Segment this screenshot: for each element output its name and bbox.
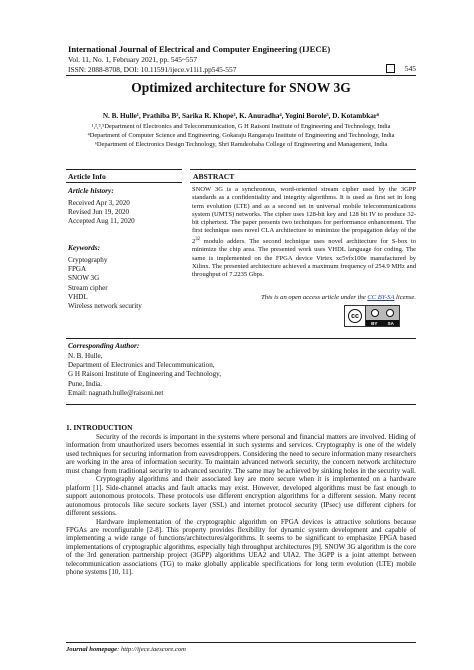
header-rule: [66, 75, 416, 76]
received-date: Received Apr 3, 2020: [68, 199, 130, 207]
box-icon: [386, 64, 395, 73]
license-notice: This is an open access article under the CC BY-SA license.: [261, 294, 416, 301]
page-number-block: [386, 64, 416, 73]
paragraph: Security of the records is important in the systems where personal and financial matters are involved. Hiding of information from unauthorized users becomes essential in such systems and services. Cryptography is one of the widely used techniques for securing information from eavesdroppers. Considering the need to secure information many researchers are working in the area of information security. To maintain advanced network security, the concern network architecture must change from traditional security to advanced security. The same may be achieved by sinking holes in the security wall.: [66, 433, 416, 475]
corresponding-top-rule: [66, 338, 416, 339]
keyword-item: Wireless network security: [68, 302, 142, 311]
keyword-item: Cryptography: [68, 256, 108, 264]
keywords-heading: Keywords:: [68, 243, 101, 252]
share-alike-icon: [386, 309, 394, 317]
author-email[interactable]: Email: nagnath.hulle@raisoni.net: [68, 388, 164, 397]
paper-title: Optimized architecture for SNOW 3G: [131, 80, 351, 95]
revised-date: Revised Jun 19, 2020: [68, 208, 130, 217]
paragraph: Cryptography algorithms and their associated key are more secure when it is implemented on a hardware platform [1]. Side-channel attacks and fault attacks may exist. However, developed algorithms must be fast enough to support autonomous protocols. These protocols use different encryption algorithms for a different session. Many recent autonomous protocols like secure sockets layer (SSL) and internet protocol security (IPsec) use different ciphers for different sessions.: [66, 475, 416, 518]
attribution-icon: [371, 309, 379, 317]
page-number: 545: [404, 64, 416, 73]
abstract-rule: [190, 182, 416, 183]
author-institute: G H Raisoni Institute of Engineering and Technology,: [68, 370, 221, 379]
cc-license-badge[interactable]: [344, 305, 400, 327]
keyword-item: FPGA: [68, 265, 87, 274]
cc-term-labels: BY SA: [366, 320, 399, 326]
accepted-date: Accepted Aug 11, 2020: [68, 217, 135, 226]
homepage-link[interactable]: http://ijece.iaescore.com: [120, 646, 186, 653]
section-heading: 1. INTRODUCTION: [66, 423, 133, 432]
corresponding-heading: Corresponding Author:: [68, 341, 140, 350]
keyword-item: SNOW 3G: [68, 274, 100, 283]
introduction-body: [66, 433, 416, 577]
author-name: N. B. Hulle,: [68, 352, 103, 360]
keyword-item: VHDL: [68, 292, 88, 301]
cc-terms: [366, 306, 399, 326]
article-info-top-rule: [66, 169, 182, 170]
journal-name: International Journal of Electrical and Computer Engineering (IJECE): [68, 44, 331, 54]
journal-homepage: Journal homepage: http://ijece.iaescore.com: [66, 646, 186, 653]
cc-logo-icon: cc: [345, 306, 366, 326]
corresponding-details: [68, 352, 221, 398]
corresponding-bottom-rule: [66, 404, 416, 405]
history-heading: Article history:: [68, 186, 114, 195]
cc-term-icons: [366, 306, 399, 320]
issn-line: ISSN: 2088-8708, DOI: 10.11591/ijece.v11i1.pp545-557: [68, 65, 237, 74]
volume-line: Vol. 11, No. 1, February 2021, pp. 545~557: [68, 55, 198, 64]
affiliation-3: ⁶Department of Electronics Design Technology, Shri Ramdeobaba College of Engineering and Management, India: [94, 141, 388, 148]
paragraph: Hardware implementation of the cryptographic algorithm on FPGA devices is attractive solutions because FPGAs are reconfigurable [2-8]. This property provides flexibility for dynamic system development and capable of implementing a wide range of functions/architectures/algorithms. It seems to be significant to emphasize FPGA based implementations of cryptographic algorithms, especially high throughput architectures [9]. SNOW 3G algorithm is the core of the 3rd generation partnership project (3GPP) algorithms UEA2 and UIA2. The 3GPP is a joint attempt between telecommunication associations (TG) to make globally applicable specifications for long term evolution (LTE) mobile phone systems [10, 11].: [66, 517, 416, 577]
author-list: N. B. Hulle¹, Prathiba B², Sarika R. Khope³, K. Anuradha⁴, Yogini Borole⁵, D. Kotambkar⁶: [102, 112, 380, 120]
abstract-top-rule: [190, 169, 416, 170]
author-city: Pune, India.: [68, 379, 103, 388]
footer-rule: [66, 642, 416, 643]
affiliation-2: ⁴Department of Computer Science and Engineering, Gokaraju Rangaraju Institute of Engineering and Technology, India: [87, 132, 395, 139]
abstract-heading: ABSTRACT: [193, 172, 235, 181]
keyword-item: Stream cipher: [68, 283, 108, 292]
affiliation-1: ¹,²,³,⁵Department of Electronics and Telecommunication, G H Raisoni Institute of Engineering and Technology, India: [91, 123, 391, 130]
history-list: [68, 199, 135, 227]
abstract-text: SNOW 3G is a synchronous, word-oriented stream cipher used by the 3GPP standards as a confidentiality and integrity algorithms. It is used as first set in long term evolution (LTE) and as a second set in universal mobile telecommunications system (UMTS) networks. The cipher uses 128-bit key and 128 bit IV to produce 32-bit ciphertext. The paper presents two techniques for performance enhancement. The first technique uses novel CLA architecture to minimize the propagation delay of the $2^{32}$ modulo adders. The second technique uses novel architecture for S-box to minimize the chip area. The presented work uses VHDL language for coding. The same is implemented on the FPGA device Virtex xc5vfx100e manufactured by Xilinx. The presented architecture achieved a maximum frequency of 254.9 MHz and throughput of 7.2235 Gbps.: [192, 186, 416, 279]
author-department: Department of Electronics and Telecommunication,: [68, 361, 215, 370]
article-info-heading: Article Info: [68, 172, 106, 181]
keywords-list: [68, 256, 142, 311]
license-link[interactable]: CC BY-SA: [367, 294, 395, 301]
article-info-rule: [66, 182, 182, 183]
